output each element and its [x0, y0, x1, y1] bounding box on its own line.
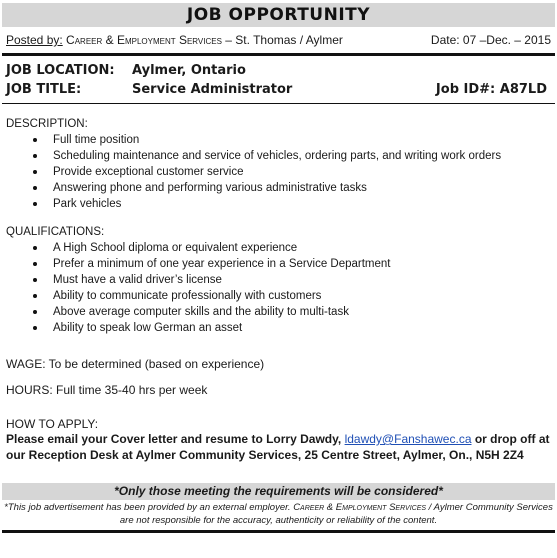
qualifications-section: [6, 226, 551, 336]
list-item: A High School diploma or equivalent experience: [6, 240, 551, 256]
posted-date: Date: 07 –Dec. – 2015: [430, 33, 551, 47]
apply-heading: HOW TO APPLY:: [6, 417, 99, 431]
list-item: Ability to communicate professionally with customers: [6, 288, 551, 304]
email-link[interactable]: ldawdy@Fanshawec.ca: [344, 432, 472, 446]
job-location-value: Aylmer, Ontario: [132, 63, 246, 78]
apply-text-before: Please email your Cover letter and resume to Lorry Dawdy,: [6, 432, 345, 446]
description-heading: DESCRIPTION:: [6, 118, 88, 130]
list-item: Scheduling maintenance and service of vehicles, ordering parts, and writing work orders: [6, 148, 551, 164]
posted-by-location: – St. Thomas / Aylmer: [221, 33, 343, 47]
job-location-row: [6, 63, 547, 78]
list-item: Provide exceptional customer service: [6, 164, 551, 180]
disclaimer-part1: *This job advertisement has been provided by an external employer.: [4, 502, 294, 513]
disclaimer-part2: / Aylmer Community Services are not responsible for the accuracy, authenticity or reliability of the content.: [119, 502, 553, 526]
apply-text: [6, 431, 551, 463]
hours-line: HOURS: Full time 35-40 hrs per week: [6, 383, 208, 397]
job-location-label: JOB LOCATION:: [6, 63, 115, 78]
apply-text-after: or drop off at our Reception Desk at Aylmer Community Services, 25 Centre Street, Aylmer, On., N5H 2Z4: [6, 432, 550, 462]
job-title-label: JOB TITLE:: [6, 82, 82, 97]
divider: [2, 103, 555, 104]
list-item: Park vehicles: [6, 196, 551, 212]
disclaimer-org: Career & Employment Services: [293, 502, 427, 513]
list-item: Answering phone and performing various administrative tasks: [6, 180, 551, 196]
job-title-value: Service Administrator: [132, 82, 293, 97]
posted-by: [6, 33, 343, 47]
list-item: Must have a valid driver’s license: [6, 272, 551, 288]
requirements-notice: *Only those meeting the requirements will be considered*: [2, 483, 555, 500]
list-item: Full time position: [6, 132, 551, 148]
list-item: Above average computer skills and the ability to multi-task: [6, 304, 551, 320]
description-section: [6, 118, 551, 212]
list-item: Prefer a minimum of one year experience in a Service Department: [6, 256, 551, 272]
job-id: Job ID#: A87LD: [435, 82, 547, 97]
description-list: [6, 132, 551, 212]
wage-line: WAGE: To be determined (based on experience): [6, 357, 265, 371]
divider: [2, 53, 555, 56]
divider: [2, 530, 555, 533]
apply-section: [6, 417, 551, 463]
qualifications-list: [6, 240, 551, 336]
posted-by-label: Posted by:: [6, 33, 63, 47]
qualifications-heading: QUALIFICATIONS:: [6, 226, 105, 238]
posted-by-org: Career & Employment Services: [66, 33, 222, 47]
job-title-row: [6, 82, 547, 97]
page-title: JOB OPPORTUNITY: [2, 3, 555, 27]
list-item: Ability to speak low German an asset: [6, 320, 551, 336]
disclaimer: [2, 501, 555, 527]
posted-by-line: [6, 33, 551, 47]
